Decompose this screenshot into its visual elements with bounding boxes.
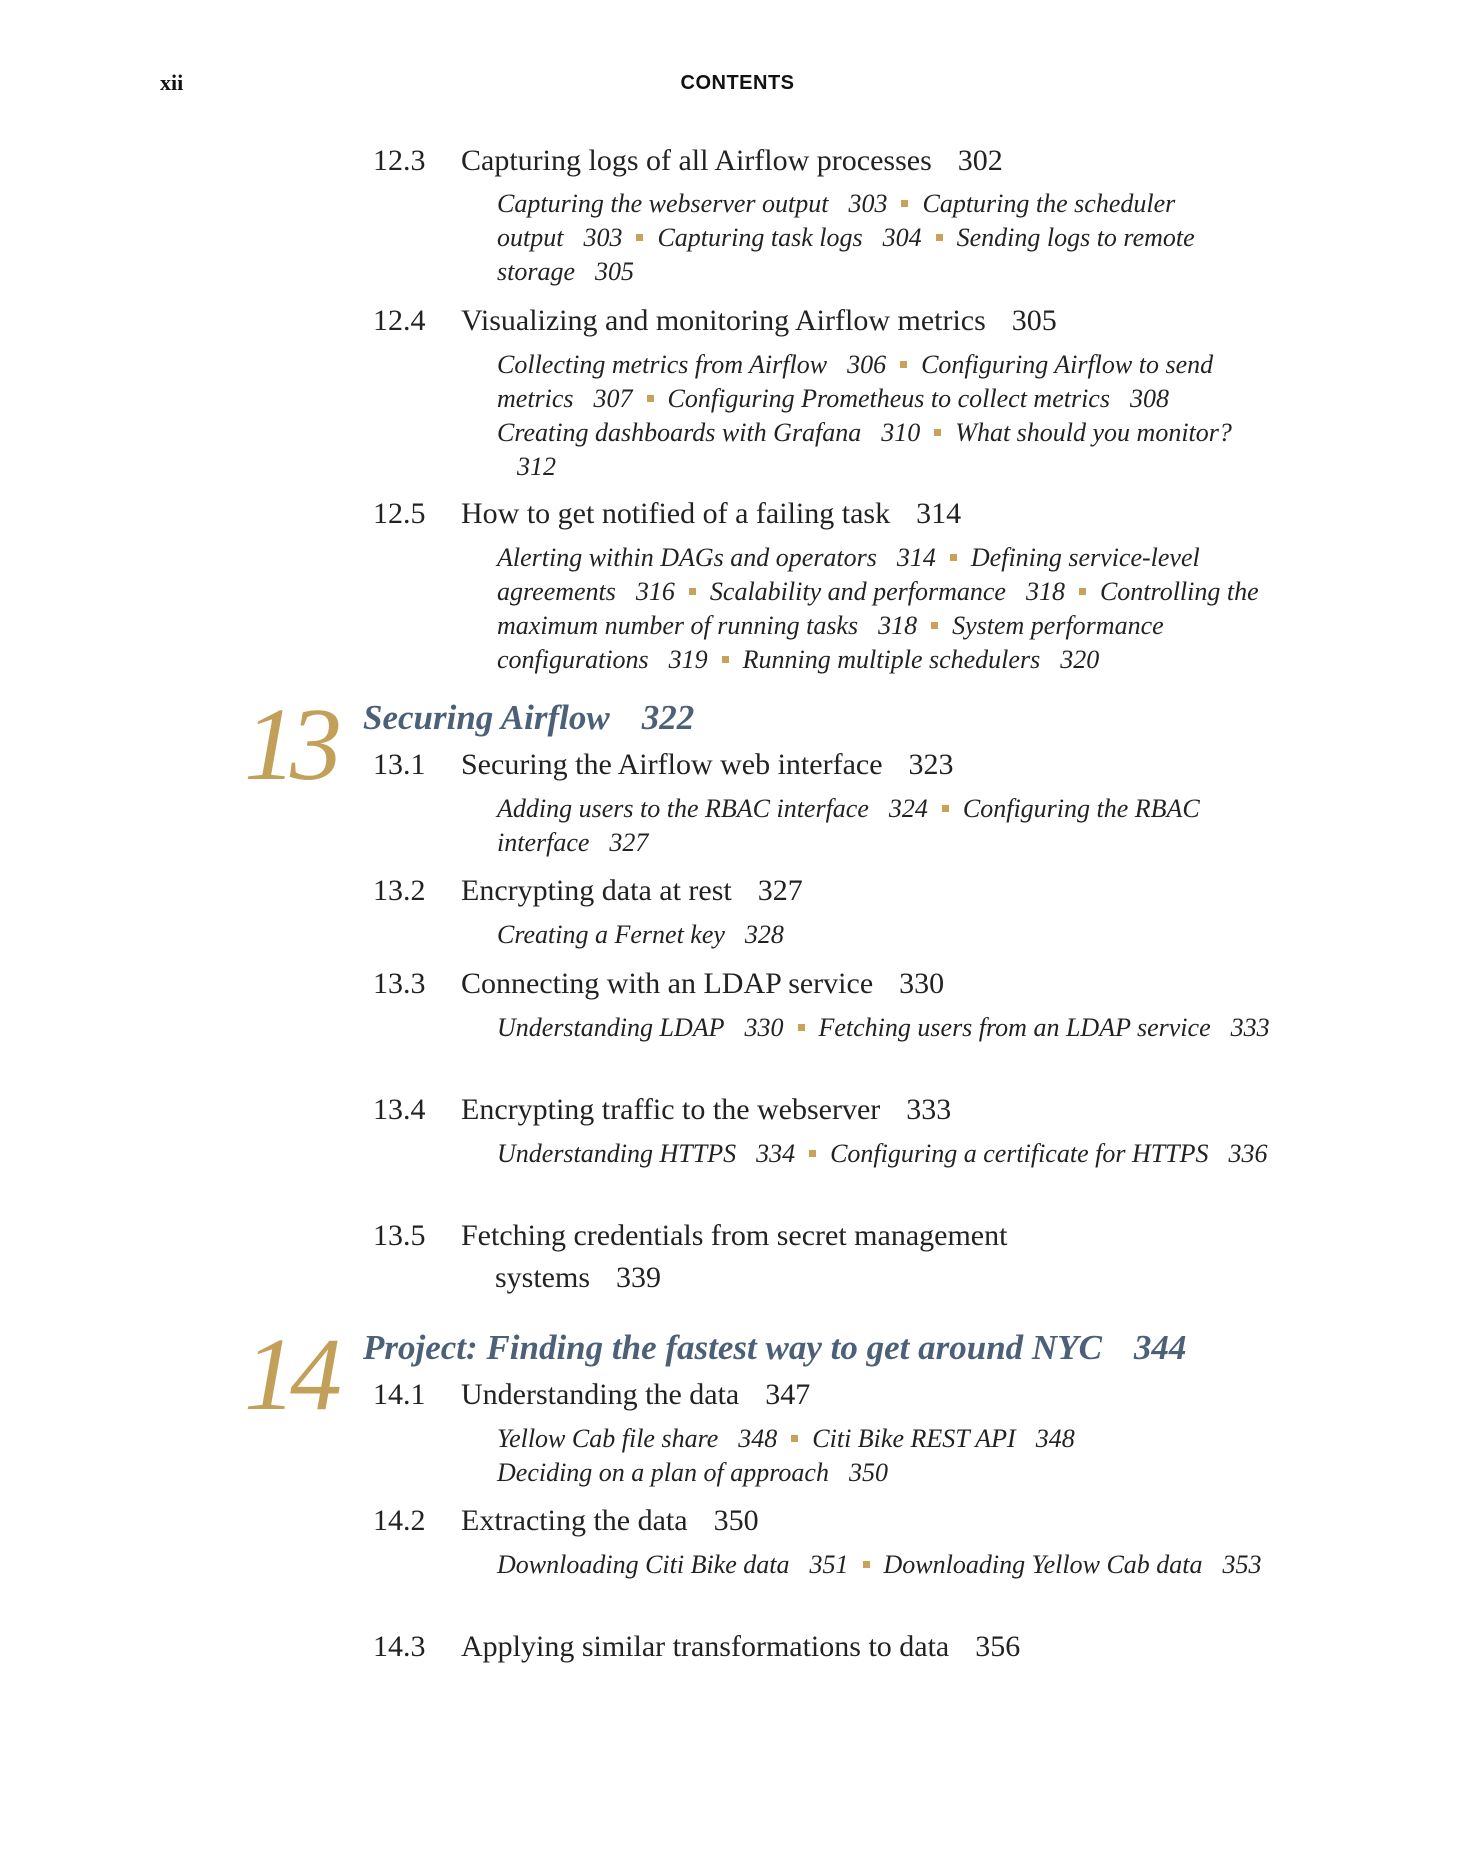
- running-head: CONTENTS: [680, 72, 795, 94]
- section-page: 305: [1011, 304, 1057, 337]
- bullet-separator-icon: [901, 200, 908, 207]
- section-page: 327: [757, 874, 803, 907]
- subsection-entry[interactable]: Downloading Yellow Cab data 353: [883, 1550, 1262, 1579]
- subsection-entry[interactable]: Creating a Fernet key 328: [497, 920, 784, 949]
- bullet-separator-icon: [1079, 588, 1086, 595]
- section-number: 12.3: [373, 144, 426, 177]
- subsection-entry[interactable]: Deciding on a plan of approach 350: [497, 1458, 888, 1487]
- section-title: How to get notified of a failing task: [461, 497, 891, 530]
- toc-subsections-12-4: [497, 348, 1277, 484]
- toc-section-14-2[interactable]: [373, 1503, 759, 1539]
- subsection-entry[interactable]: Alerting within DAGs and operators 314: [497, 543, 936, 572]
- subsection-entry[interactable]: Capturing the webserver output 303: [497, 189, 888, 218]
- toc-section-13-5[interactable]: [373, 1218, 1007, 1254]
- section-title: Extracting the data: [461, 1504, 688, 1537]
- bullet-separator-icon: [636, 234, 643, 241]
- toc-subsections-12-3: [497, 187, 1277, 289]
- subsection-entry[interactable]: Adding users to the RBAC interface 324: [497, 794, 928, 823]
- section-number: 14.2: [373, 1504, 426, 1537]
- subsection-entry[interactable]: Configuring the RBAC interface 327: [497, 794, 1200, 857]
- subsection-entry[interactable]: Fetching users from an LDAP service 333: [818, 1013, 1270, 1042]
- toc-section-13-4[interactable]: [373, 1092, 951, 1128]
- section-number: 13.2: [373, 874, 426, 907]
- section-number: 13.5: [373, 1219, 426, 1252]
- subsection-entry[interactable]: What should you monitor?312: [517, 418, 1232, 481]
- section-page: 302: [957, 144, 1003, 177]
- section-number: 12.5: [373, 497, 426, 530]
- subsection-entry[interactable]: Configuring Airflow to send metrics 307: [497, 350, 1214, 413]
- toc-section-13-2[interactable]: [373, 873, 803, 909]
- section-page: 347: [765, 1378, 811, 1411]
- subsection-entry[interactable]: Configuring a certificate for HTTPS 336: [830, 1139, 1268, 1168]
- bullet-separator-icon: [900, 361, 907, 368]
- subsection-entry[interactable]: Understanding LDAP 330: [497, 1013, 784, 1042]
- bullet-separator-icon: [689, 588, 696, 595]
- toc-section-14-1[interactable]: [373, 1377, 810, 1413]
- subsection-entry[interactable]: Running multiple schedulers 320: [742, 645, 1100, 674]
- bullet-separator-icon: [934, 429, 941, 436]
- subsection-entry[interactable]: Yellow Cab file share 348: [497, 1424, 778, 1453]
- bullet-separator-icon: [647, 395, 654, 402]
- section-page: 323: [908, 748, 954, 781]
- toc-section-14-3[interactable]: [373, 1629, 1020, 1665]
- subsection-entry[interactable]: Controlling the maximum number of running tasks 318: [497, 577, 1259, 640]
- toc-section-12-5[interactable]: [373, 496, 961, 532]
- subsection-entry[interactable]: System performance configurations 319: [497, 611, 1164, 674]
- section-title: Understanding the data: [461, 1378, 740, 1411]
- toc-section-12-3[interactable]: [373, 143, 1003, 179]
- subsection-entry[interactable]: Sending logs to remote storage 305: [497, 223, 1195, 286]
- subsection-entry[interactable]: Scalability and performance 318: [709, 577, 1065, 606]
- section-page: 356: [975, 1630, 1021, 1663]
- section-number: 13.1: [373, 748, 426, 781]
- section-title: Applying similar transformations to data: [461, 1630, 950, 1663]
- subsection-entry[interactable]: Defining service-level agreements 316: [497, 543, 1200, 606]
- subsection-entry[interactable]: Collecting metrics from Airflow 306: [497, 350, 887, 379]
- section-page: 339: [616, 1261, 662, 1294]
- section-number: 13.3: [373, 967, 426, 1000]
- toc-subsections-14-2: [497, 1548, 1277, 1582]
- bullet-separator-icon: [931, 622, 938, 629]
- toc-subsections-13-2: [497, 918, 1277, 952]
- section-number: 13.4: [373, 1093, 426, 1126]
- toc-subsections-13-3: [497, 1011, 1277, 1045]
- section-number: 12.4: [373, 304, 426, 337]
- chapter-number: 14: [244, 1317, 336, 1432]
- chapter-title[interactable]: Project: Finding the fastest way to get around NYC 344: [363, 1328, 1187, 1367]
- section-title-continued: systems: [495, 1261, 591, 1294]
- section-title: Encrypting traffic to the webserver: [461, 1093, 881, 1126]
- bullet-separator-icon: [809, 1150, 816, 1157]
- toc-subsections-13-1: [497, 792, 1277, 860]
- section-page: 333: [906, 1093, 952, 1126]
- section-title: Connecting with an LDAP service: [461, 967, 874, 1000]
- bullet-separator-icon: [936, 234, 943, 241]
- section-title: Visualizing and monitoring Airflow metrics: [461, 304, 986, 337]
- section-page: 314: [916, 497, 962, 530]
- toc-subsections-14-1: [497, 1422, 1277, 1490]
- toc-section-12-4[interactable]: [373, 303, 1057, 339]
- subsection-entry[interactable]: Downloading Citi Bike data 351: [497, 1550, 849, 1579]
- section-title: Securing the Airflow web interface: [461, 748, 883, 781]
- toc-section-13-3[interactable]: [373, 966, 944, 1002]
- bullet-separator-icon: [863, 1561, 870, 1568]
- section-number: 14.3: [373, 1630, 426, 1663]
- section-title: Capturing logs of all Airflow processes: [461, 144, 932, 177]
- section-title: Fetching credentials from secret management: [461, 1219, 1008, 1252]
- section-title: Encrypting data at rest: [461, 874, 732, 907]
- section-page: 350: [713, 1504, 759, 1537]
- bullet-separator-icon: [798, 1024, 805, 1031]
- toc-section-13-1[interactable]: [373, 747, 954, 783]
- bullet-separator-icon: [722, 656, 729, 663]
- subsection-entry[interactable]: Capturing task logs 304: [657, 223, 922, 252]
- page-number: xii: [160, 70, 184, 95]
- subsection-entry[interactable]: Capturing the scheduler output 303: [497, 189, 1176, 252]
- chapter-number: 13: [244, 687, 336, 802]
- toc-subsections-13-4: [497, 1137, 1277, 1171]
- subsection-entry[interactable]: Creating dashboards with Grafana 310: [497, 418, 921, 447]
- toc-section-13-5-continued[interactable]: [495, 1260, 661, 1296]
- bullet-separator-icon: [791, 1435, 798, 1442]
- bullet-separator-icon: [950, 554, 957, 561]
- chapter-title[interactable]: Securing Airflow 322: [363, 698, 695, 737]
- bullet-separator-icon: [942, 805, 949, 812]
- subsection-entry[interactable]: Citi Bike REST API 348: [812, 1424, 1075, 1453]
- toc-subsections-12-5: [497, 541, 1277, 677]
- subsection-entry[interactable]: Understanding HTTPS 334: [497, 1139, 796, 1168]
- subsection-entry[interactable]: Configuring Prometheus to collect metrics 308: [667, 384, 1169, 413]
- section-page: 330: [899, 967, 945, 1000]
- section-number: 14.1: [373, 1378, 426, 1411]
